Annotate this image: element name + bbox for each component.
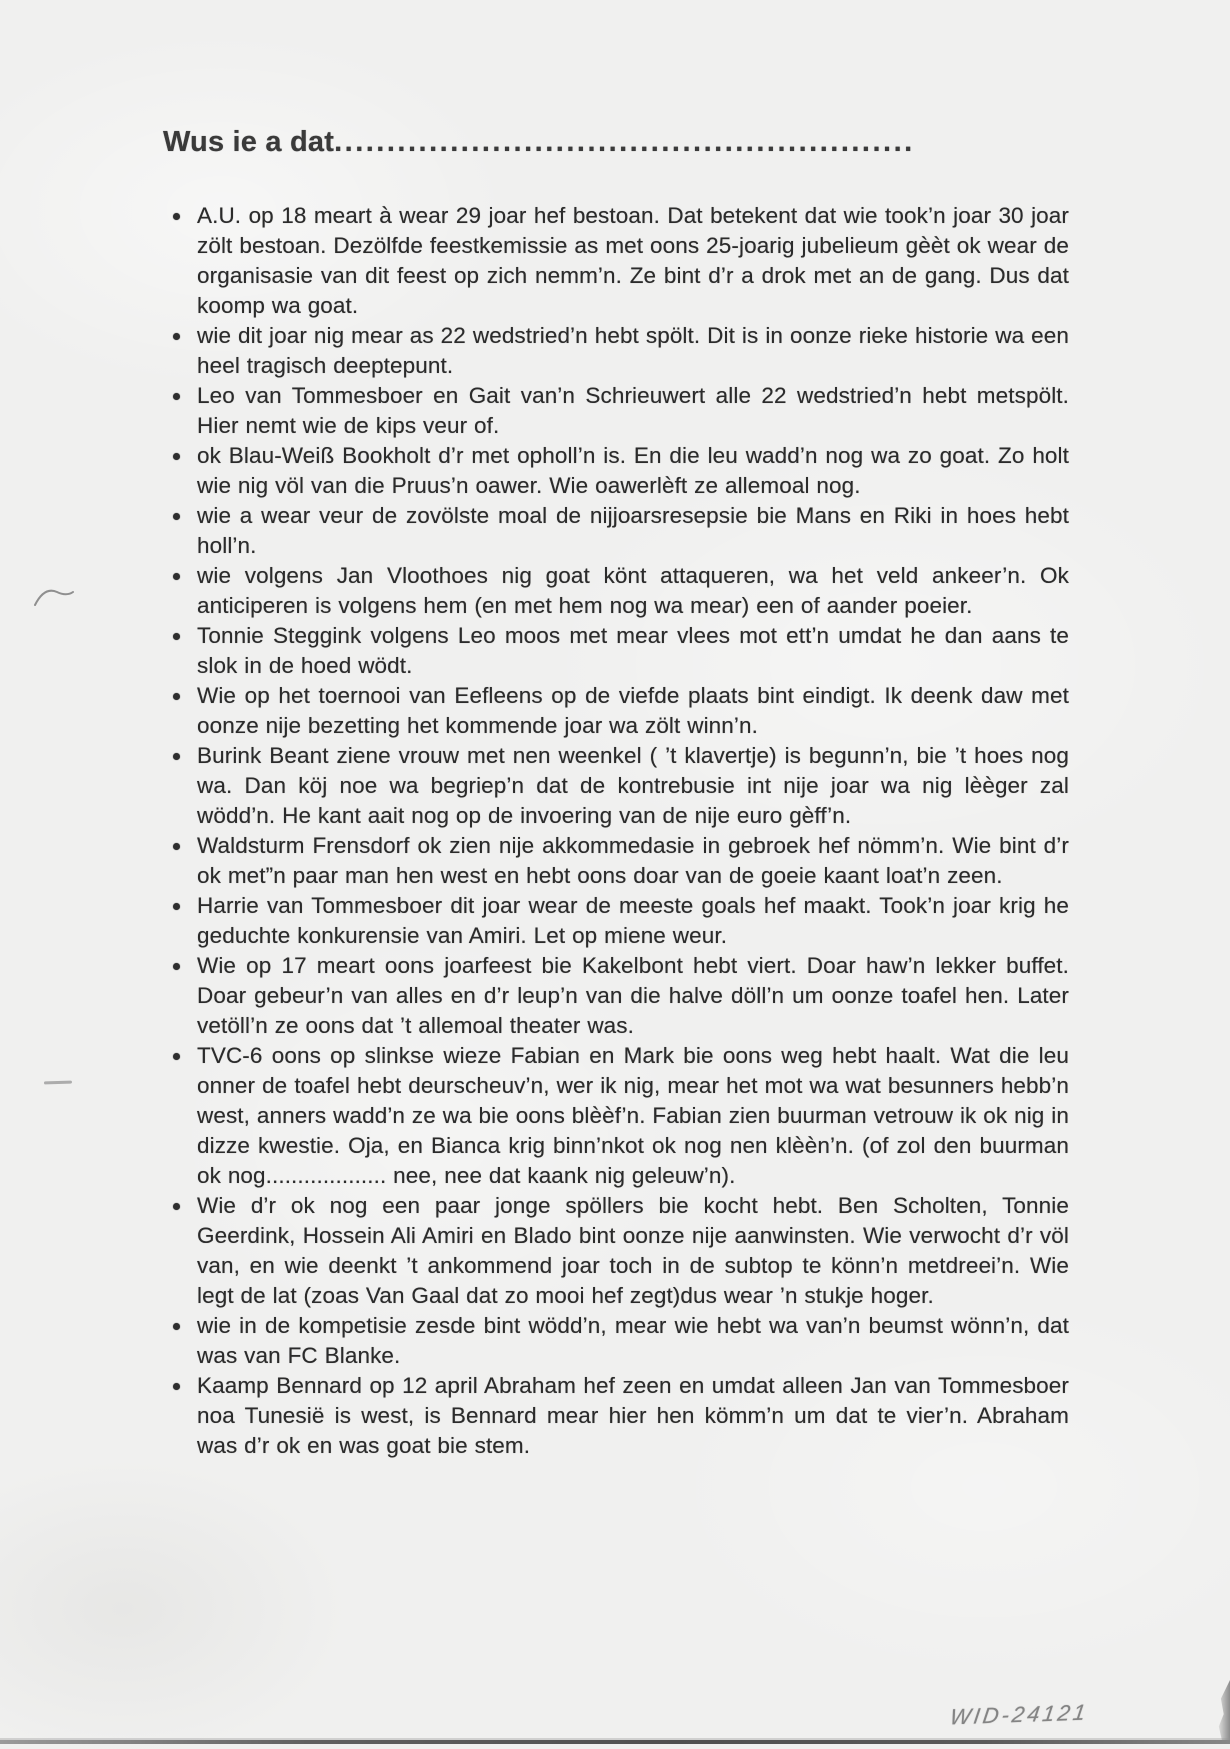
- bullet-icon: [173, 1383, 180, 1390]
- bullet-text: Kaamp Bennard op 12 april Abraham hef zeen en umdat alleen Jan van Tommesboer noa Tunesië is west, is Bennard mear hier hen kömm’n um dat te vier’n. Abraham was d’r ok en was goat bie stem.: [197, 1373, 1069, 1458]
- bullet-icon: [173, 513, 180, 520]
- bullet-icon: [173, 903, 180, 910]
- list-item: [173, 951, 1069, 1041]
- bullet-list: [163, 201, 1069, 1461]
- bullet-text: Harrie van Tommesboer dit joar wear de meeste goals hef maakt. Took’n joar krig he geduchte konkurensie van Amiri. Let op miene weur.: [197, 893, 1069, 948]
- bullet-icon: [173, 693, 180, 700]
- bullet-text: Waldsturm Frensdorf ok zien nije akkommedasie in gebroek hef nömm’n. Wie bint d’r ok met”n paar man hen west en hebt oons doar van de goeie kaant loat’n zeen.: [197, 833, 1069, 888]
- bullet-text: Leo van Tommesboer en Gait van’n Schrieuwert alle 22 wedstried’n hebt metspölt. Hier nemt wie de kips veur of.: [197, 383, 1069, 438]
- list-item: [173, 321, 1069, 381]
- bullet-text: A.U. op 18 meart à wear 29 joar hef bestoan. Dat betekent dat wie took’n joar 30 joar zölt bestoan. Dezölfde feestkemissie as met oons 25-joarig jubelieum gèèt ok wear de organisasie van dit feest op zich nemm’n. Ze bint d’r a drok met an de gang. Dus dat koomp wa goat.: [197, 203, 1069, 318]
- bullet-text: Tonnie Steggink volgens Leo moos met mear vlees mot ett’n umdat he dan aans te slok in de hoed wödt.: [197, 623, 1069, 678]
- bullet-text: Wie d’r ok nog een paar jonge spöllers bie kocht hebt. Ben Scholten, Tonnie Geerdink, Hossein Ali Amiri en Blado bint oonze nije aanwinsten. Wie verwocht d’r völ van, en wie deenkt ’t ankommend joar toch in de subtop te könn’n metdreei’n. Wie legt de lat (zoas Van Gaal dat zo mooi hef zegt)dus wear ’n stukje hoger.: [197, 1193, 1069, 1308]
- list-item: [173, 1191, 1069, 1311]
- bullet-text: ok Blau-Weiß Bookholt d’r met opholl’n is. En die leu wadd’n nog wa zo goat. Zo holt wie nig völ van die Pruus’n oawer. Wie oawerlèft ze allemoal nog.: [197, 443, 1069, 498]
- bullet-icon: [173, 213, 180, 220]
- bullet-icon: [173, 573, 180, 580]
- bullet-text: wie in de kompetisie zesde bint wödd’n, mear wie hebt wa van’n beumst wönn’n, dat was van FC Blanke.: [197, 1313, 1069, 1368]
- bullet-text: TVC-6 oons op slinkse wieze Fabian en Mark bie oons weg hebt haalt. Wat die leu onner de toafel hebt deurscheuv’n, wer ik nig, mear het mot wa wat besunners hebb’n west, anners wadd’n ze wa bie oons blèèf’n. Fabian zien buurman vetrouw ik ok nig in dizze kwestie. Oja, en Bianca krig binn’nkot ok nog nen klèèn’n. (of zol den buurman ok nog................... nee, nee dat kaank nig geleuw’n).: [197, 1043, 1069, 1188]
- list-item: [173, 1041, 1069, 1191]
- list-item: [173, 1311, 1069, 1371]
- bullet-text: Wie op het toernooi van Eefleens op de viefde plaats bint eindigt. Ik deenk daw met oonze nije bezetting het kommende joar wa zölt winn’n.: [197, 683, 1069, 738]
- list-item: [173, 441, 1069, 501]
- pen-squiggle-mark: [33, 583, 75, 611]
- pen-dash-mark: [44, 1081, 72, 1085]
- bullet-icon: [173, 333, 180, 340]
- bullet-icon: [173, 633, 180, 640]
- list-item: [173, 681, 1069, 741]
- list-item: [173, 831, 1069, 891]
- scanner-corner-shadow: [1216, 1680, 1230, 1742]
- bullet-text: wie volgens Jan Vloothoes nig goat könt attaqueren, wa het veld ankeer’n. Ok anticiperen is volgens hem (en met hem nog wa mear) een of aander poeier.: [197, 563, 1069, 618]
- list-item: [173, 1371, 1069, 1461]
- bullet-icon: [173, 1203, 180, 1210]
- page-title: [163, 126, 1069, 159]
- list-item: [173, 561, 1069, 621]
- list-item: [173, 501, 1069, 561]
- list-item: [173, 201, 1069, 321]
- title-dotted-line: .......................................................: [334, 126, 915, 158]
- list-item: [173, 741, 1069, 831]
- bullet-text: Burink Beant ziene vrouw met nen weenkel ( ’t klavertje) is begunn’n, bie ’t hoes nog wa. Dan köj noe wa begriep’n dat de kontrebusie int nije joar wa nig lèèger zal wödd’n. He kant aait nog op de invoering van de nije euro gèff’n.: [197, 743, 1069, 828]
- list-item: [173, 891, 1069, 951]
- bullet-icon: [173, 753, 180, 760]
- document-content: [163, 126, 1069, 1461]
- bullet-icon: [173, 453, 180, 460]
- bullet-icon: [173, 1053, 180, 1060]
- bullet-icon: [173, 963, 180, 970]
- bullet-text: Wie op 17 meart oons joarfeest bie Kakelbont hebt viert. Doar haw’n lekker buffet. Doar gebeur’n van alles en d’r leup’n van die halve döll’n um oonze toafel hen. Later vetöll’n ze oons dat ’t allemoal theater was.: [197, 953, 1069, 1038]
- page-title-text: Wus ie a dat: [163, 126, 335, 158]
- bullet-text: wie a wear veur de zovölste moal de nijjoarsresepsie bie Mans en Riki in hoes hebt holl’n.: [197, 503, 1069, 558]
- bullet-icon: [173, 1323, 180, 1330]
- handwritten-note: WID-24121: [948, 1699, 1091, 1730]
- list-item: [173, 621, 1069, 681]
- scanner-edge-line: [0, 1740, 1230, 1744]
- list-item: [173, 381, 1069, 441]
- bullet-icon: [173, 843, 180, 850]
- bullet-text: wie dit joar nig mear as 22 wedstried’n hebt spölt. Dit is in oonze rieke historie wa een heel tragisch deeptepunt.: [197, 323, 1069, 378]
- bullet-icon: [173, 393, 180, 400]
